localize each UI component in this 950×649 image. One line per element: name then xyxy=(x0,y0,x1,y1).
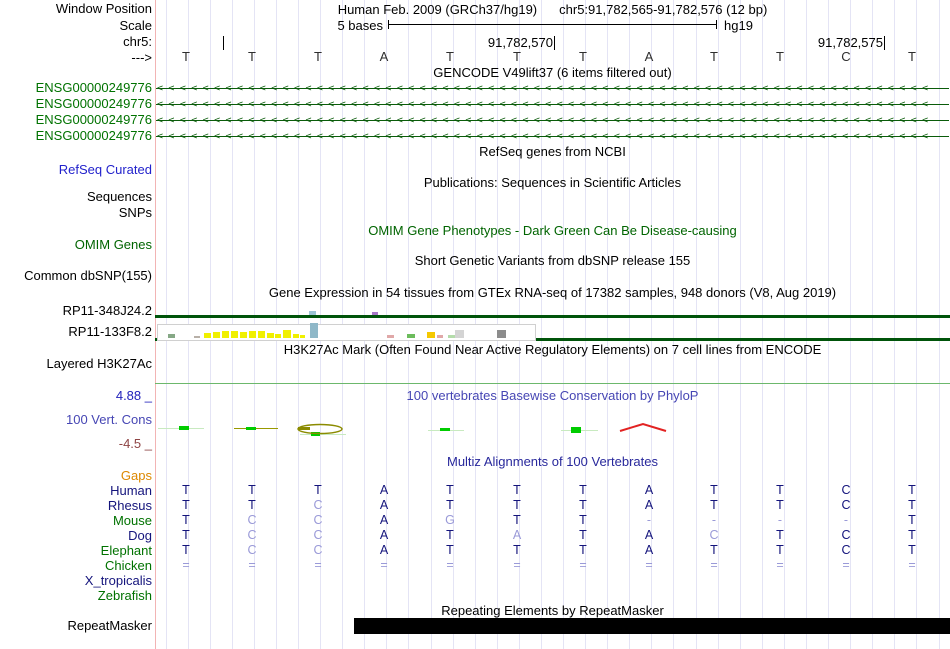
track-label-species-x-tropicalis[interactable]: X_tropicalis xyxy=(84,573,152,588)
alignment-base-chicken: = xyxy=(248,558,256,572)
expression-bar xyxy=(204,333,211,338)
alignment-base-elephant: T xyxy=(513,543,521,557)
expression-bar xyxy=(168,334,175,338)
expression-bar xyxy=(240,332,247,338)
alignment-base-mouse: A xyxy=(379,513,389,527)
alignment-base-human: T xyxy=(710,483,718,497)
ruler-tick xyxy=(554,36,555,50)
publications-title[interactable]: Publications: Sequences in Scientific Articles xyxy=(423,175,682,190)
expression-tick xyxy=(309,311,316,315)
alignment-base-dog: T xyxy=(446,528,454,542)
base-letter: T xyxy=(314,49,322,64)
ruler-tick xyxy=(223,36,224,50)
track-label-gene-ensg-2[interactable]: ENSG00000249776 xyxy=(35,96,152,111)
alignment-base-mouse: - xyxy=(777,513,783,527)
expression-bar xyxy=(427,332,435,338)
track-label-cons-min[interactable]: -4.5 _ xyxy=(118,436,152,451)
expression-bar xyxy=(213,332,220,338)
alignment-base-human: T xyxy=(579,483,587,497)
alignment-base-chicken: = xyxy=(380,558,388,572)
grid-line xyxy=(872,0,873,649)
track-label-window-position[interactable]: Window Position xyxy=(55,1,152,16)
alignment-base-dog: T xyxy=(776,528,784,542)
track-label-cons-max[interactable]: 4.88 _ xyxy=(115,388,152,403)
track-label-sequences[interactable]: Sequences xyxy=(86,189,152,204)
alignment-base-rhesus: A xyxy=(379,498,389,512)
base-letter: T xyxy=(446,49,454,64)
track-label-refseq-curated[interactable]: RefSeq Curated xyxy=(58,162,152,177)
base-letter: T xyxy=(776,49,784,64)
base-letter: T xyxy=(908,49,916,64)
alignment-base-rhesus: T xyxy=(579,498,587,512)
alignment-base-human: T xyxy=(908,483,916,497)
track-label-species-mouse[interactable]: Mouse xyxy=(112,513,152,528)
alignment-base-mouse: T xyxy=(908,513,916,527)
ruler-number: 91,782,570 xyxy=(487,35,553,50)
expression-bar xyxy=(407,334,415,338)
track-label-snps[interactable]: SNPs xyxy=(118,205,152,220)
expression-bar xyxy=(300,335,305,338)
alignment-base-dog: A xyxy=(644,528,654,542)
alignment-base-dog: T xyxy=(908,528,916,542)
base-letter: T xyxy=(182,49,190,64)
expression-bar xyxy=(448,335,455,338)
alignment-base-human: C xyxy=(841,483,851,497)
alignment-base-rhesus: T xyxy=(908,498,916,512)
gencode-strand-arrows: <<<<<<<<<<<<<<<<<<<<<<<<<<<<<<<<<<<<<<<<<<<<<<<<<<<<<<<<<<<<<<<<<<<< xyxy=(157,131,934,142)
track-label-vert-cons[interactable]: 100 Vert. Cons xyxy=(66,412,152,427)
alignment-base-rhesus: C xyxy=(313,498,323,512)
h3k27ac-title[interactable]: H3K27Ac Mark (Often Found Near Active Regulatory Elements) on 7 cell lines from ENCODE xyxy=(283,342,822,357)
base-letter: T xyxy=(513,49,521,64)
alignment-base-dog: C xyxy=(313,528,323,542)
repeatmasker-title[interactable]: Repeating Elements by RepeatMasker xyxy=(441,603,664,618)
expression-bar xyxy=(497,330,506,338)
omim-title[interactable]: OMIM Gene Phenotypes - Dark Green Can Be Disease-causing xyxy=(368,223,737,238)
alignment-base-human: T xyxy=(513,483,521,497)
track-label-rp11-348j24[interactable]: RP11-348J24.2 xyxy=(62,303,152,318)
alignment-base-chicken: = xyxy=(842,558,850,572)
expression-bar xyxy=(258,331,265,338)
track-label-species-dog[interactable]: Dog xyxy=(128,528,152,543)
alignment-base-mouse: - xyxy=(646,513,652,527)
alignment-base-human: T xyxy=(248,483,256,497)
conservation-score-mark xyxy=(179,426,189,430)
conservation-negative-peak xyxy=(620,424,666,431)
alignment-base-mouse: T xyxy=(513,513,521,527)
alignment-base-chicken: = xyxy=(710,558,718,572)
alignment-base-rhesus: T xyxy=(513,498,521,512)
ruler-tick xyxy=(884,36,885,50)
alignment-base-rhesus: T xyxy=(776,498,784,512)
base-letter: A xyxy=(379,49,389,64)
grid-line xyxy=(541,0,542,649)
expression-bar xyxy=(194,336,200,338)
base-letter: A xyxy=(644,49,654,64)
alignment-base-elephant: T xyxy=(446,543,454,557)
alignment-base-rhesus: T xyxy=(446,498,454,512)
track-label-gene-ensg-4[interactable]: ENSG00000249776 xyxy=(35,128,152,143)
track-label-species-chicken[interactable]: Chicken xyxy=(105,558,152,573)
conservation-score-mark xyxy=(571,427,581,433)
grid-line xyxy=(894,0,895,649)
refseq-title[interactable]: RefSeq genes from NCBI xyxy=(479,144,626,159)
conservation-line xyxy=(300,434,346,435)
grid-line xyxy=(673,0,674,649)
alignment-base-elephant: T xyxy=(710,543,718,557)
alignment-base-chicken: = xyxy=(314,558,322,572)
alignment-base-rhesus: T xyxy=(710,498,718,512)
alignment-base-elephant: C xyxy=(313,543,323,557)
alignment-base-human: A xyxy=(644,483,654,497)
alignment-base-elephant: T xyxy=(182,543,190,557)
alignment-base-chicken: = xyxy=(645,558,653,572)
alignment-base-chicken: = xyxy=(908,558,916,572)
gtex-title[interactable]: Gene Expression in 54 tissues from GTEx RNA-seq of 17382 samples, 948 donors (V8, Aug 2019) xyxy=(268,285,837,300)
expression-bar xyxy=(310,323,318,338)
expression-bar xyxy=(387,335,394,338)
window-left-boundary xyxy=(155,0,156,649)
alignment-base-mouse: C xyxy=(247,513,257,527)
alignment-base-human: T xyxy=(446,483,454,497)
conservation-score-mark xyxy=(298,427,310,430)
assembly-title: Human Feb. 2009 (GRCh37/hg19) xyxy=(337,2,538,17)
conservation-track-topline xyxy=(155,383,950,384)
position-title: chr5:91,782,565-91,782,576 (12 bp) xyxy=(559,2,768,17)
alignment-base-chicken: = xyxy=(513,558,521,572)
alignment-base-human: T xyxy=(314,483,322,497)
alignment-base-mouse: - xyxy=(711,513,717,527)
phylop-title[interactable]: 100 vertebrates Basewise Conservation by PhyloP xyxy=(406,388,699,403)
alignment-base-chicken: = xyxy=(579,558,587,572)
expression-bar xyxy=(437,335,443,338)
alignment-base-dog: C xyxy=(841,528,851,542)
alignment-base-elephant: T xyxy=(908,543,916,557)
alignment-base-mouse: G xyxy=(445,513,455,527)
alignment-base-rhesus: T xyxy=(182,498,190,512)
conservation-score-mark xyxy=(440,428,450,431)
track-label-gaps[interactable]: Gaps xyxy=(120,468,152,483)
alignment-base-elephant: A xyxy=(379,543,389,557)
expression-bar xyxy=(267,333,274,338)
repeatmasker-element-bar[interactable] xyxy=(354,618,950,634)
gencode-title[interactable]: GENCODE V49lift37 (6 items filtered out) xyxy=(433,65,672,80)
grid-line xyxy=(696,0,697,649)
track-label-gene-ensg-3[interactable]: ENSG00000249776 xyxy=(35,112,152,127)
track-label-omim-genes[interactable]: OMIM Genes xyxy=(74,237,152,252)
scale-bases-label: 5 bases xyxy=(337,18,383,33)
alignment-base-mouse: C xyxy=(313,513,323,527)
ruler-number: 91,782,575 xyxy=(817,35,883,50)
base-letter: T xyxy=(579,49,587,64)
multiz-title[interactable]: Multiz Alignments of 100 Vertebrates xyxy=(446,454,658,469)
track-label-species-rhesus[interactable]: Rhesus xyxy=(107,498,152,513)
track-label-species-zebrafish[interactable]: Zebrafish xyxy=(97,588,152,603)
gencode-strand-arrows: <<<<<<<<<<<<<<<<<<<<<<<<<<<<<<<<<<<<<<<<<<<<<<<<<<<<<<<<<<<<<<<<<<<< xyxy=(157,99,934,110)
alignment-base-rhesus: A xyxy=(644,498,654,512)
grid-line xyxy=(762,0,763,649)
expression-bar xyxy=(249,331,256,338)
expression-bar xyxy=(275,334,281,338)
track-label-scale[interactable]: Scale xyxy=(119,18,152,33)
alignment-base-human: T xyxy=(776,483,784,497)
base-letter: T xyxy=(710,49,718,64)
gencode-strand-arrows: <<<<<<<<<<<<<<<<<<<<<<<<<<<<<<<<<<<<<<<<<<<<<<<<<<<<<<<<<<<<<<<<<<<< xyxy=(157,115,934,126)
base-letter: C xyxy=(841,49,851,64)
grid-line xyxy=(563,0,564,649)
dbsnp-title[interactable]: Short Genetic Variants from dbSNP release 155 xyxy=(414,253,691,268)
alignment-base-mouse: T xyxy=(182,513,190,527)
track-label-species-human[interactable]: Human xyxy=(110,483,152,498)
track-label-chr5[interactable]: chr5: xyxy=(123,34,152,49)
track-label-repeatmasker[interactable]: RepeatMasker xyxy=(67,618,152,633)
grid-line xyxy=(740,0,741,649)
alignment-base-elephant: C xyxy=(247,543,257,557)
scale-bar-line xyxy=(388,24,717,25)
scale-bar-right-tick xyxy=(716,20,717,29)
expression-bar xyxy=(293,334,299,338)
base-letter: T xyxy=(248,49,256,64)
grid-line xyxy=(916,0,917,649)
expression-bar xyxy=(283,330,291,338)
alignment-base-mouse: T xyxy=(579,513,587,527)
alignment-base-elephant: C xyxy=(841,543,851,557)
alignment-base-chicken: = xyxy=(446,558,454,572)
expression-bar xyxy=(222,331,229,338)
grid-line xyxy=(828,0,829,649)
alignment-base-elephant: T xyxy=(579,543,587,557)
expression-bar xyxy=(455,330,464,338)
alignment-base-dog: A xyxy=(512,528,522,542)
alignment-base-dog: T xyxy=(182,528,190,542)
grid-line xyxy=(939,0,940,649)
conservation-score-mark xyxy=(311,432,320,436)
track-label-layered-h3k27ac[interactable]: Layered H3K27Ac xyxy=(46,356,152,371)
alignment-base-rhesus: C xyxy=(841,498,851,512)
alignment-base-dog: A xyxy=(379,528,389,542)
alignment-base-elephant: A xyxy=(644,543,654,557)
track-label-common-dbsnp[interactable]: Common dbSNP(155) xyxy=(24,268,152,283)
grid-line xyxy=(629,0,630,649)
alignment-base-dog: C xyxy=(709,528,719,542)
track-label-rp11-133f8[interactable]: RP11-133F8.2 xyxy=(68,324,152,339)
header-title-row xyxy=(155,2,950,17)
conservation-score-mark xyxy=(246,427,256,430)
alignment-base-dog: T xyxy=(579,528,587,542)
conservation-line xyxy=(234,428,278,429)
alignment-base-rhesus: T xyxy=(248,498,256,512)
expression-tick xyxy=(372,312,378,315)
grid-line xyxy=(607,0,608,649)
gencode-strand-arrows: <<<<<<<<<<<<<<<<<<<<<<<<<<<<<<<<<<<<<<<<<<<<<<<<<<<<<<<<<<<<<<<<<<<< xyxy=(157,83,934,94)
expression-bar xyxy=(231,331,238,338)
track-label-species-elephant[interactable]: Elephant xyxy=(100,543,152,558)
alignment-base-elephant: T xyxy=(776,543,784,557)
grid-line xyxy=(806,0,807,649)
rp11-348j24-gene-bar[interactable] xyxy=(155,315,950,318)
track-label-gene-ensg-1[interactable]: ENSG00000249776 xyxy=(35,80,152,95)
alignment-base-chicken: = xyxy=(776,558,784,572)
alignment-base-dog: C xyxy=(247,528,257,542)
track-label-strand-arrow[interactable]: ---> xyxy=(131,50,152,65)
alignment-base-human: A xyxy=(379,483,389,497)
alignment-base-chicken: = xyxy=(182,558,190,572)
alignment-base-human: T xyxy=(182,483,190,497)
scale-db-label: hg19 xyxy=(724,18,753,33)
alignment-base-mouse: - xyxy=(843,513,849,527)
